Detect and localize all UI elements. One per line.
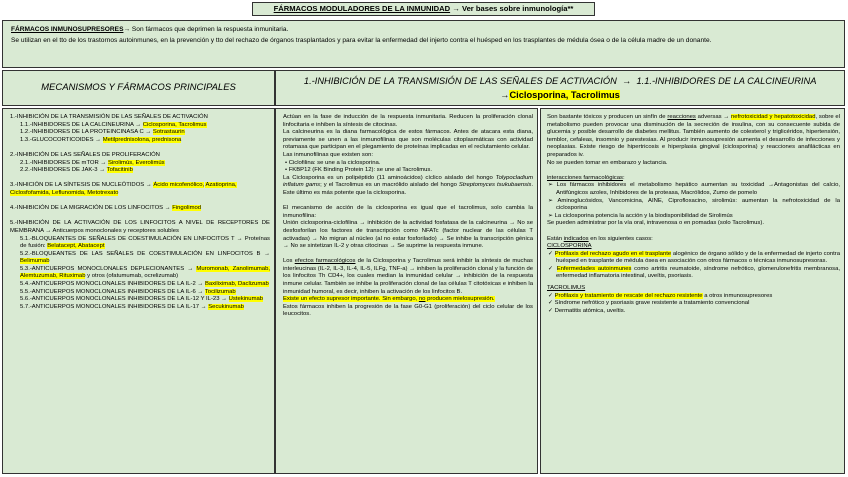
list-item: ➢ Los fármacos inhibidores el metabolismo hepático aumentan su toxicidad →Antagonistas del calcio, Antifúngicos azoles, Inhibidores de la proteasa, Macrólidos, Zumo de pomelo xyxy=(548,182,840,196)
paragraph: La calcineurina es la diana farmacológica de estos fármacos. Antes de atacara esta diana, previamente se unen a las inmunofilinas que son moléculas citoplasmáticas con actividad rotamasa que participan en el plegamiento de proteínas implicadas en el reclutamiento celular. xyxy=(283,129,533,151)
paragraph: Los efectos farmacológicos de la Ciclosporina y Tacrolimus será inhibir la síntesis de muchas interleucinas (IL-2, IL-3, IL-4, IL-5, ILFg, TNF-a) → inhiben la proliferación clonal y la función de los linfocitos Th CD4+, los cuales median la inmunidad celular → inhibición de la respuesta inmune celular. También se inhibe la proliferación clonal de las células T citotóxicas e inhiben la inmunidad humoral, es decir, inhiben la activación de los linfocitos B. xyxy=(283,258,533,295)
paragraph: No se pueden tomar en embarazo y lactancia. xyxy=(547,159,668,166)
list-item: 2.1.-INHIBIDORES DE mTOR → Sirolimús, Everolimús xyxy=(20,159,165,166)
paragraph: Las inmunofilinas que existen son: xyxy=(283,151,374,158)
page-title: FÁRMACOS MODULADORES DE LA INMUNIDAD → Ver bases sobre inmunología** xyxy=(252,2,595,16)
section-label-ciclosporina: CICLOSPORINA xyxy=(547,243,592,250)
list-item: 3.-INHICIÓN DE LA SÍNTESIS DE NUCLEÓTIDOS → Ácido micofenólico, Azatioprina, Ciclosfofamida, Leflunomida, Metotrexato xyxy=(10,182,237,196)
list-item: 2.-INHIBICIÓN DE LAS SEÑALES DE PROLIFERACIÓN xyxy=(10,151,160,158)
list-item: 5.2.-BLOQUEANTES DE LAS SEÑALES DE COESTIMULACIÓN EN LINFOCITOS B → Belimumab xyxy=(20,250,271,265)
list-item: 2.2.-INHIBIDORES DE JAK-3 → Tofacitinib xyxy=(20,167,133,174)
list-item: 5.-INHIBICIÓN DE LA ACTIVACIÓN DE LOS LINFOCITOS A NIVEL DE RECEPTORES DE MEMBRANA → Anticuerpos monoclonales y receptores solubles xyxy=(10,220,270,234)
header-section-1: 1.-INHIBICIÓN DE LA TRANSMISIÓN DE LAS SEÑALES DE ACTIVACIÓN → 1.1.-INHIBIDORES DE LA CALCINEURINA →Ciclosporina, Tacrolimus xyxy=(275,70,845,106)
list-item: 1.-INHIBICIÓN DE LA TRANSMISIÓN DE LAS SEÑALES DE ACTIVACIÓN xyxy=(10,114,208,120)
list-item: ✓ Profilaxis del rechazo agudo en el trasplante alogénico de órgano sólido y de la enfermedad de injerto contra huésped en trasplante de médula ósea en asociación con otros fármacos o técnicas inmunosupresoras. xyxy=(548,250,841,265)
list-item: 5.6.-ANTICUERPOS MONOCLONALES INHIBIDORES DE LA IL-12 Y IL-23 → Ustekinumab xyxy=(20,296,264,303)
paragraph: Se pueden administrar por la vía oral, intravenosa o en pomadas (solo Tacrolimus). xyxy=(547,220,764,227)
paragraph: El mecanismo de acción de la ciclosporina es igual que el tacrolimus, solo cambia la inmunofilina: xyxy=(283,205,533,219)
list-item: 1.3.-GLUCOCORTICOIDES → Metilprednisolona, prednisona xyxy=(20,136,182,143)
section-label-tacrolimus: TACROLIMUS xyxy=(547,285,586,292)
intro-heading: FÁRMACOS INMUNOSUPRESORES xyxy=(11,26,124,33)
mechanisms-column xyxy=(2,108,275,474)
list-item: 1.2.-INHIBIDORES DE LA PROTEINCINASA C → Sotrastaurin xyxy=(20,129,185,136)
paragraph: La Ciclosporina es un polipéptido (11 aminoácidos) cíclico aislado del hongo Tolypocladium inflatum gams; y el Tacrolimus es un macrólido aislado del hongo Streptomyces tsukubaensis. Este último es más potente que la ciclosporina. xyxy=(283,174,533,196)
list-item: ✓ Dermatitis atómica, uveítis. xyxy=(548,307,626,314)
paragraph: Unión ciclosporina-ciclofilina → inhibición de la actividad fosfatasa de la calcineurina → No se desfosforilan los factores de transcripción como NFATc (factor nuclear de las células T activadas) → No migran al núcleo (al no estar fosforilado) → Se inhibe la transcripción génica → No se sintetizan IL-2 y otras citocinas → Se suprime la respuesta inmune. xyxy=(283,220,533,250)
paragraph: Existe un efecto supresor importante. Sin embargo, no producen mielosupresión. xyxy=(283,296,495,303)
mechanism-column xyxy=(275,108,538,474)
list-item: • FKBP12 (FK Binding Protein 12): se une al Tacrolimus. xyxy=(285,167,433,174)
list-item: ➢ La ciclosporina potencia la acción y la biodisponibilidad de Sirolimús xyxy=(548,212,733,219)
list-item: 5.3.-ANTICUERPOS MONOCLONALES DEPLECIONANTES → Muromonab, Zanolimumab, Alemtuzumab, Rituximab y otros (ofatumumab, ocrelizumab) xyxy=(20,265,270,280)
paragraph: interacciones farmacológicas: xyxy=(547,174,625,181)
intro-description: Se utilizan en el tto de los trastornos autoinmunes, en la prevención y tto del rechazo de órganos trasplantados y para evitar la enfermedad del injerto contra el huésped en los trasplantes de médula ósea o de la célula madre de un donante. xyxy=(11,36,712,44)
paragraph: Estos fármacos inhiben la progresión de la fase G0-G1 (proliferación) del ciclo celular de los leucocitos. xyxy=(283,303,533,318)
list-item: ✓ Síndrome nefrótico y psoriasis grave resistente a tratamiento convencional xyxy=(548,300,750,307)
header-mechanisms: MECANISMOS Y FÁRMACOS PRINCIPALES xyxy=(2,70,275,106)
list-item: 5.5.-ANTICUERPOS MONOCLONALES INHIBIDORES DE LA IL-6 → Tocilizumab xyxy=(20,288,236,295)
intro-box: FÁRMACOS INMUNOSUPRESORES→ Son fármacos que deprimen la respuesta inmunitaria. Se utilizan en el tto de los trastornos autoinmunes, en la prevención y tto del rechazo de órganos trasplantados y para evitar la enfermedad del injerto contra el huésped en los trasplantes de médula ósea o de la célula madre de un donante. xyxy=(2,20,845,68)
list-item: ✓ Profilaxis y tratamiento de rescate del rechazo resistente a otros inmunosupresores xyxy=(548,292,773,299)
list-item: ➢ Aminoglucósidos, Vancomicina, AINE, Ciprofloxacino, sirolimús: aumentan la nefrotoxicidad de la ciclosporina xyxy=(548,197,840,212)
list-item: 1.1.-INHIBIDORES DE LA CALCINEURINA → Ciclosporina, Tacrolimus xyxy=(20,121,207,128)
list-item: 5.7.-ANTICUERPOS MONOCLONALES INHIBIDORES DE LA IL-17 → Secukinumab xyxy=(20,303,244,310)
paragraph: Están indicados en los siguientes casos: xyxy=(547,235,653,242)
list-item: 4.-INHIBICIÓN DE LA MIGRACIÓN DE LOS LINFOCITOS → Fingolimod xyxy=(10,205,202,212)
list-item: 5.1.-BLOQUEANTES DE SEÑALES DE COESTIMULACIÓN EN LINFOCITOS T → Proteínas de fusión: Belatacept, Abatacept xyxy=(20,235,270,250)
paragraph: Actúan en la fase de inducción de la respuesta inmunitaria. Reducen la proliferación clonal linfocitaria e inhiben la síntesis de citocinas. xyxy=(283,114,533,128)
list-item: ✓ Enfermedades autoinmunes como artritis reumatoide, síndrome nefrótico, glomerulonefritis membranosa, enfermedad inflamatoria intestinal, uveítis, psoriasis. xyxy=(548,265,840,280)
paragraph: Son bastante tóxicos y producen un sinfín de reacciones adversas → nefrotoxicidad y hepatotoxicidad, sobre el metabolismo pueden provocar una disminución de la secreción de insulina, con su consecuente subida de glucemia y posible desarrollo de diabetes mellitus. También aumento de colesterol y triglicéridos, hipertensión, temblor, cefaleas, insomnio y parestesias. Al producir inmunosupresión aumenta el desarrollo de infecciones y neoplasias. Existe riesgo de hipertricosis e hiperplasia gingival (ciclosporina) y reacciones anafilácticas en preparados iv. xyxy=(547,114,840,158)
list-item: 5.4.-ANTICUERPOS MONOCLONALES INHIBIDORES DE LA IL-2 → Baxiliximab, Daclizumab xyxy=(20,281,269,288)
effects-column xyxy=(540,108,845,474)
list-item: • Ciclofilina: se une a la ciclosporina. xyxy=(285,159,381,166)
